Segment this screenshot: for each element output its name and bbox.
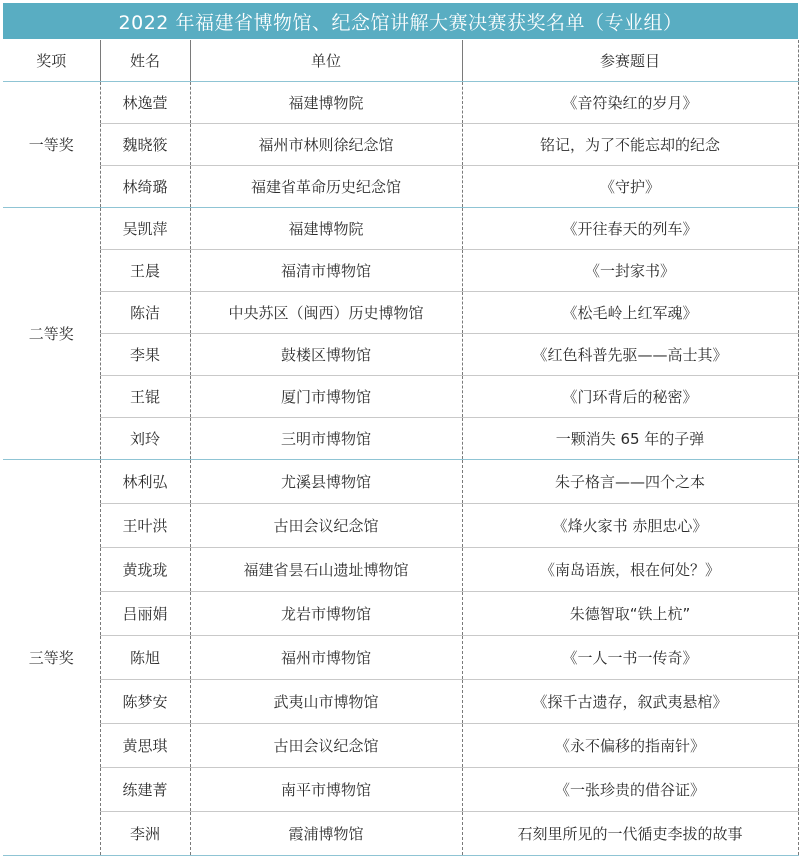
unit-cell: 厦门市博物馆 [190,376,462,418]
topic-cell: 《门环背后的秘密》 [462,376,798,418]
unit-cell: 中央苏区（闽西）历史博物馆 [190,292,462,334]
prize-cell: 三等奖 [3,460,100,856]
prize-cell: 一等奖 [3,82,100,208]
table-row [3,292,798,334]
table-row [3,636,798,680]
unit-cell: 鼓楼区博物馆 [190,334,462,376]
name-cell: 刘玲 [100,418,190,460]
unit-cell: 南平市博物馆 [190,768,462,812]
topic-cell: 《永不偏移的指南针》 [462,724,798,768]
table-row [3,548,798,592]
table-body [3,82,798,856]
unit-cell: 尤溪县博物馆 [190,460,462,504]
topic-cell: 朱子格言——四个之本 [462,460,798,504]
topic-cell: 《红色科普先驱——高士其》 [462,334,798,376]
name-cell: 陈梦安 [100,680,190,724]
topic-cell: 《松毛岭上红军魂》 [462,292,798,334]
page-title: 2022 年福建省博物馆、纪念馆讲解大赛决赛获奖名单（专业组） [3,3,798,39]
table-row [3,376,798,418]
name-cell: 黄珑珑 [100,548,190,592]
topic-cell: 《守护》 [462,166,798,208]
name-cell: 李洲 [100,812,190,856]
topic-cell: 一颗消失 65 年的子弹 [462,418,798,460]
name-cell: 王锟 [100,376,190,418]
topic-cell: 《一张珍贵的借谷证》 [462,768,798,812]
name-cell: 魏晓筱 [100,124,190,166]
table-row [3,768,798,812]
topic-cell: 铭记，为了不能忘却的纪念 [462,124,798,166]
table-row [3,592,798,636]
unit-cell: 霞浦博物馆 [190,812,462,856]
table-row [3,504,798,548]
header-topic: 参赛题目 [462,40,798,82]
unit-cell: 龙岩市博物馆 [190,592,462,636]
unit-cell: 福建省昙石山遗址博物馆 [190,548,462,592]
unit-cell: 福建博物院 [190,208,462,250]
name-cell: 林利弘 [100,460,190,504]
table-row [3,812,798,856]
table-row [3,166,798,208]
unit-cell: 福州市林则徐纪念馆 [190,124,462,166]
unit-cell: 福建博物院 [190,82,462,124]
unit-cell: 福州市博物馆 [190,636,462,680]
table-row [3,418,798,460]
header-prize: 奖项 [3,40,100,82]
table-row [3,124,798,166]
prize-cell: 二等奖 [3,208,100,460]
header-name: 姓名 [100,40,190,82]
unit-cell: 古田会议纪念馆 [190,724,462,768]
header-unit: 单位 [190,40,462,82]
unit-cell: 武夷山市博物馆 [190,680,462,724]
unit-cell: 古田会议纪念馆 [190,504,462,548]
name-cell: 练建菁 [100,768,190,812]
topic-cell: 朱德智取“铁上杭” [462,592,798,636]
awards-table [3,40,799,856]
table-row [3,460,798,504]
name-cell: 李果 [100,334,190,376]
name-cell: 吴凯萍 [100,208,190,250]
header-row [3,40,798,82]
name-cell: 黄思琪 [100,724,190,768]
topic-cell: 《开往春天的列车》 [462,208,798,250]
name-cell: 陈洁 [100,292,190,334]
unit-cell: 福建省革命历史纪念馆 [190,166,462,208]
name-cell: 林绮璐 [100,166,190,208]
table-row [3,680,798,724]
topic-cell: 石刻里所见的一代循吏李拔的故事 [462,812,798,856]
table-row [3,250,798,292]
topic-cell: 《一封家书》 [462,250,798,292]
topic-cell: 《烽火家书 赤胆忠心》 [462,504,798,548]
unit-cell: 三明市博物馆 [190,418,462,460]
topic-cell: 《音符染红的岁月》 [462,82,798,124]
topic-cell: 《探千古遗存，叙武夷悬棺》 [462,680,798,724]
table-row [3,334,798,376]
name-cell: 陈旭 [100,636,190,680]
topic-cell: 《一人一书一传奇》 [462,636,798,680]
table-row [3,208,798,250]
name-cell: 吕丽娟 [100,592,190,636]
unit-cell: 福清市博物馆 [190,250,462,292]
table-row [3,82,798,124]
topic-cell: 《南岛语族，根在何处？》 [462,548,798,592]
name-cell: 林逸萱 [100,82,190,124]
table-row [3,724,798,768]
name-cell: 王晨 [100,250,190,292]
name-cell: 王叶洪 [100,504,190,548]
